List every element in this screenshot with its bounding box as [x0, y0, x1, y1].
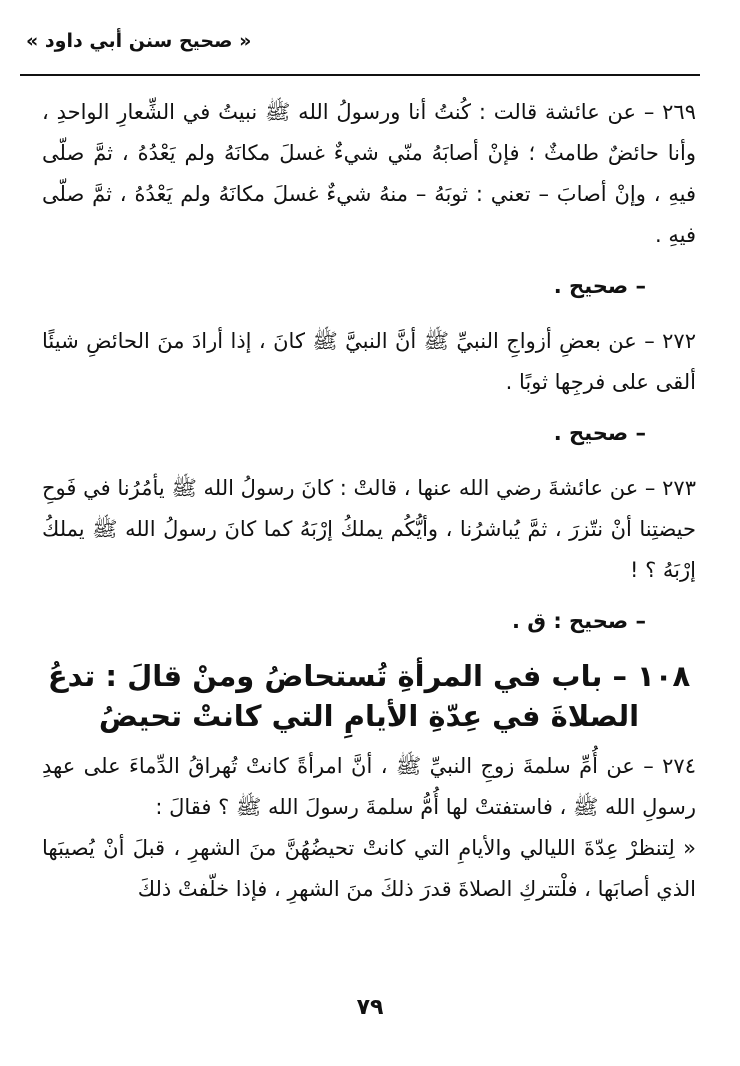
page-number: ٧٩: [356, 995, 384, 1020]
chapter-heading: ١٠٨ – باب في المرأةِ تُستحاضُ ومنْ قالَ : تدعُ الصلاةَ في عِدّةِ الأيامِ التي كانتْ تحيضُ: [47, 659, 691, 733]
running-header: « صحيح سنن أبي داود »: [26, 30, 252, 52]
hadith-273: ٢٧٣ – عن عائشةَ رضي الله عنها ، قالتْ : كانَ رسولُ الله ﷺ يأمُرُنا في فَوحِ حيضتِنا أنْ نتّزرَ ، ثمَّ يُباشرُنا ، وأيُّكُم يملكُ إرْبَهُ كما كانَ رسولُ الله ﷺ يملكُ إرْبَهُ ؟ !: [42, 476, 696, 582]
hadith-269: ٢٦٩ – عن عائشة قالت : كُنتُ أنا ورسولُ الله ﷺ نبيتُ في الشِّعارِ الواحدِ ، وأنا حائضٌ طامثٌ ؛ فإنْ أصابَهُ منّي شيءٌ غسلَ مكانَهُ ولم يَعْدُهُ ، ثمَّ صلّى فيهِ ، وإنْ أصابَ – تعني : ثوبَهُ – منهُ شيءٌ غسلَ مكانَهُ ولم يَعْدُهُ ، ثمَّ صلّى فيهِ .: [42, 100, 696, 247]
hadith-274: ٢٧٤ – عن أُمِّ سلمةَ زوجِ النبيِّ ﷺ ، أنَّ امرأةً كانتْ تُهراقُ الدِّماءَ على عهدِ رسولِ الله ﷺ ، فاستفتتْ لها أُمُّ سلمةَ رسولَ الله ﷺ ؟ فقالَ :: [42, 754, 696, 819]
hadith-274-quote: « لِتنظرْ عِدّةَ الليالي والأيامِ التي كانتْ تحيضُهُنَّ منَ الشهرِ ، قبلَ أنْ يُصيبَها الذي أصابَها ، فلْتتركِ الصلاةَ قدرَ ذلكَ منَ الشهرِ ، فإذا خلّفتْ ذلكَ: [42, 836, 696, 901]
verdict-273: – صحيح : ق .: [511, 609, 646, 633]
hadith-272: ٢٧٢ – عن بعضِ أزواجِ النبيِّ ﷺ أنَّ النبيَّ ﷺ كانَ ، إذا أرادَ منَ الحائضِ شيئًا ألقى على فرجِها ثوبًا .: [42, 329, 696, 394]
header-rule: [20, 74, 700, 76]
verdict-269: – صحيح .: [553, 274, 646, 298]
verdict-272: – صحيح .: [553, 421, 646, 445]
page-body: [42, 92, 696, 910]
